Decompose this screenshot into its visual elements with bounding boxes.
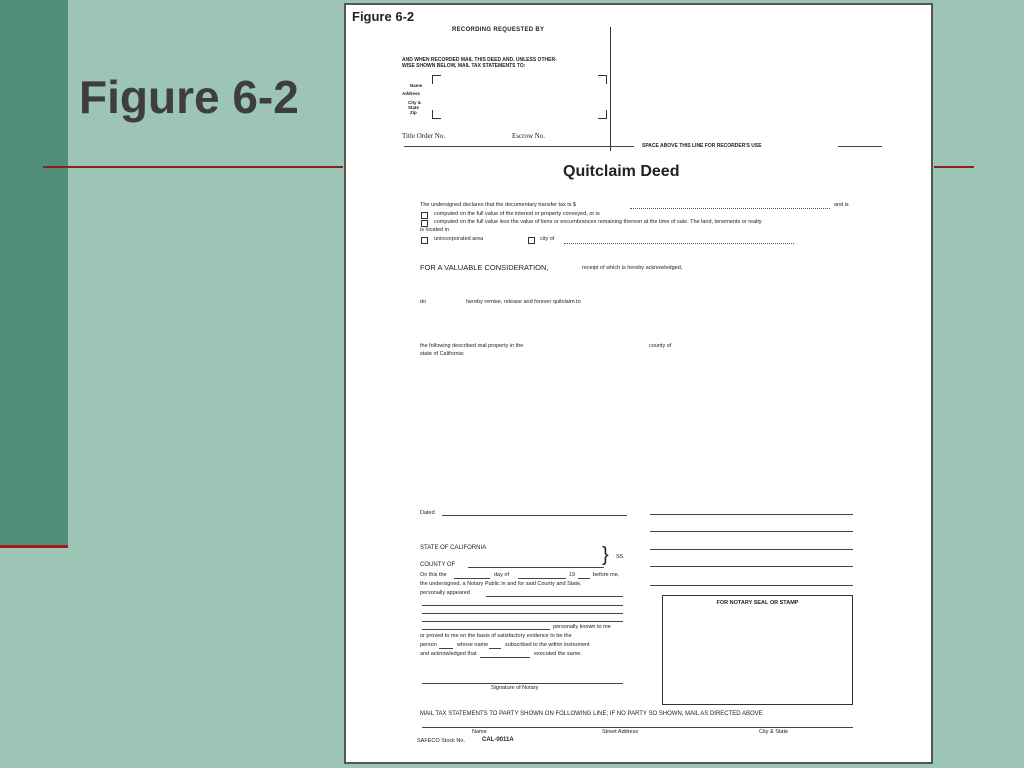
col-street: Street Address xyxy=(602,729,639,735)
proved-line: or proved to me on the basis of satisfactory evidence to be the xyxy=(420,633,572,639)
checkbox-full-value[interactable] xyxy=(421,212,428,219)
city-label: City & xyxy=(408,100,422,105)
day-of: day of xyxy=(494,572,509,578)
and-is: and is xyxy=(834,202,849,208)
acknowledged-blank xyxy=(480,657,530,658)
checkbox-city[interactable] xyxy=(528,237,535,244)
on-this: On this the xyxy=(420,572,447,578)
signature-line-5 xyxy=(650,585,853,586)
recorder-line-left xyxy=(404,146,634,147)
consideration-caps: FOR A VALUABLE CONSIDERATION, xyxy=(420,263,549,272)
personally-known: personally known to me xyxy=(553,624,611,630)
city-of: city of xyxy=(540,236,555,242)
notary-seal-label: FOR NOTARY SEAL OR STAMP xyxy=(716,600,799,606)
name-label: Name xyxy=(410,83,423,88)
city-dots xyxy=(564,243,794,244)
signature-line-1 xyxy=(650,514,853,515)
whose-name-blank xyxy=(489,648,501,649)
appeared-line-3 xyxy=(422,613,623,614)
signature-line-4 xyxy=(650,566,853,567)
col-city: City & State xyxy=(759,729,789,735)
signature-line-2 xyxy=(650,531,853,532)
state-of-california: state of California: xyxy=(420,351,465,357)
mail-instructions-2: WISE SHOWN BELOW, MAIL TAX STATEMENTS TO: xyxy=(402,63,526,69)
sidebar-accent xyxy=(0,0,68,545)
deed-heading: Quitclaim Deed xyxy=(563,163,680,180)
title-rule xyxy=(43,166,343,168)
acknowledged: and acknowledged that xyxy=(420,651,477,657)
located-in: is located in xyxy=(420,227,450,233)
person-blank xyxy=(439,648,453,649)
checkbox-less-liens[interactable] xyxy=(421,220,428,227)
brace-icon: } xyxy=(602,544,609,566)
county-line xyxy=(468,567,604,568)
recorder-use-label: SPACE ABOVE THIS LINE FOR RECORDER'S USE xyxy=(642,143,762,149)
dated-line xyxy=(442,515,627,516)
slide-title: Figure 6-2 xyxy=(79,71,299,123)
appeared-line-1 xyxy=(486,596,623,597)
dated-label: Dated xyxy=(420,510,435,516)
year-prefix: 19 xyxy=(569,572,576,578)
person-label: person xyxy=(420,642,437,648)
appeared-line-5 xyxy=(422,629,550,630)
state-of-california-caps: STATE OF CALIFORNIA xyxy=(420,545,487,551)
address-label: Address xyxy=(402,91,421,96)
before-me: before me, xyxy=(593,572,620,578)
personally-appeared: personally appeared xyxy=(420,590,470,596)
mail-tax-statements: MAIL TAX STATEMENTS TO PARTY SHOWN ON FOLLOWING LINE; IF NO PARTY SO SHOWN, MAIL AS DIRECTED ABOVE xyxy=(420,711,763,717)
address-bracket xyxy=(432,75,607,119)
checkbox-unincorporated[interactable] xyxy=(421,237,428,244)
quitclaim-deed-form xyxy=(344,3,933,764)
appeared-line-2 xyxy=(422,605,623,606)
county-of-caps: COUNTY OF xyxy=(420,562,456,568)
whose-name: whose name xyxy=(457,642,489,648)
consideration-rest: receipt of which is hereby acknowledged, xyxy=(582,265,683,271)
notary-signature-line xyxy=(422,683,623,684)
recorder-line-right xyxy=(838,146,882,147)
appeared-line-4 xyxy=(422,621,623,622)
option-less-liens: computed on the full value less the value of liens or encumbrances remaining thereon at the time of sale. The land, tenements or realty xyxy=(434,219,762,225)
title-rule-right xyxy=(934,166,974,168)
subscribed: subscribed to the within instrument xyxy=(505,642,590,648)
remise-text: hereby remise, release and forever quitclaim to xyxy=(466,299,581,305)
ss-label: SS xyxy=(616,554,624,560)
unincorporated-area: unincorporated area xyxy=(434,236,484,242)
state-label: State xyxy=(408,105,420,110)
day-line xyxy=(454,578,490,579)
executed: executed the same. xyxy=(534,651,583,657)
notary-line: the undersigned, a Notary Public in and for said County and State, xyxy=(420,581,582,587)
do-label: do xyxy=(420,299,427,305)
tax-amount-dots xyxy=(630,208,830,209)
notary-seal-box xyxy=(662,595,853,705)
mail-tax-line xyxy=(422,727,853,728)
recording-divider xyxy=(610,27,611,151)
stock-prefix: SAFECO Stock No. xyxy=(417,738,465,744)
year-line xyxy=(578,578,590,579)
title-order-label: Title Order No. xyxy=(402,132,446,140)
signature-line-3 xyxy=(650,549,853,550)
tax-line: The undersigned declares that the documentary transfer tax is $ xyxy=(420,202,576,208)
county-of: county of xyxy=(649,343,672,349)
col-name: Name xyxy=(472,729,487,735)
option-full-value: computed on the full value of the interest or property conveyed, or is xyxy=(434,211,600,217)
recording-requested: RECORDING REQUESTED BY xyxy=(452,27,545,33)
property-in: the following described real property in the xyxy=(420,343,524,349)
figure-label: Figure 6-2 xyxy=(352,9,415,24)
escrow-label: Escrow No. xyxy=(512,132,546,140)
sidebar-rule xyxy=(0,545,68,548)
mail-instructions-1: AND WHEN RECORDED MAIL THIS DEED AND, UNLESS OTHER- xyxy=(402,57,557,63)
signature-of-notary: Signature of Notary xyxy=(491,685,539,691)
month-line xyxy=(518,578,566,579)
stock-number: CAL-0011A xyxy=(482,737,514,743)
zip-label: Zip xyxy=(410,110,417,115)
